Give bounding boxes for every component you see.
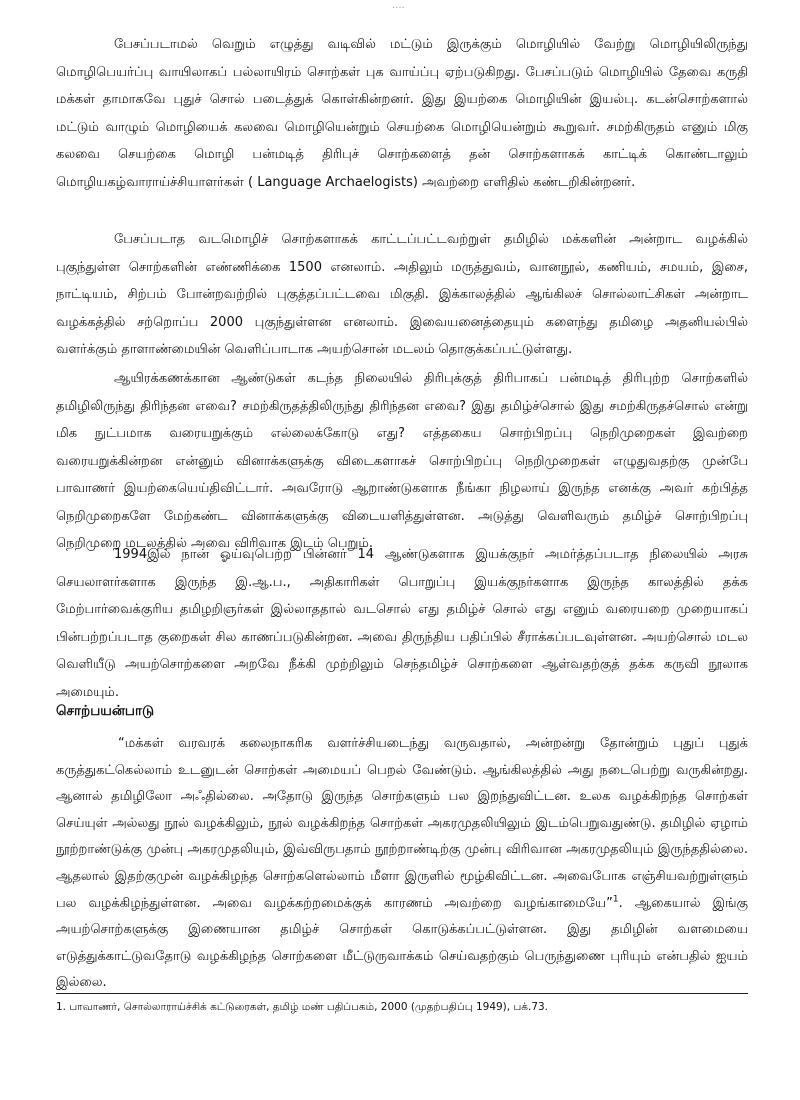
footnote-divider [56,993,748,994]
paragraph-2: பேசப்படாத வடமொழிச் சொற்களாகக் காட்டப்பட்டவற்றுள் தமிழில் மக்களின் அன்றாட வழக்கில் புகுந்துள்ள சொற்களின் எண்ணிக்கை 1500 எனலாம். அதிலும் மருத்துவம், வானநூல், கணியம், சமயம், இசை, நாட்டியம், சிற்பம் போன்றவற்றில் புகுத்தப்பட்டவை மிகுதி. இக்காலத்தில் ஆங்கிலச் சொல்லாட்சிகள் அன்றாட வழக்கத்தில் சற்றொப்ப 2000 புகுந்துள்ளன எனலாம். இவையனைத்தையும் களைந்து தமிழை அதனியல்பில் வளர்க்கும் தாளாண்மையின் வெளிப்பாடாக அயற்சொன் மடலம் தொகுக்கப்பட்டுள்ளது. [56,232,748,357]
footnote: 1. பாவாணர், சொல்லாராய்ச்சிக் கட்டுரைகள், தமிழ் மண் பதிப்பகம், 2000 (முதற்பதிப்பு 1949), பக்.73. [56,1001,549,1013]
quote-text: “மக்கள் வரவரக் கலைநாகரிக வளர்ச்சியடைந்து வருவதால், அன்றன்று தோன்றும் புதுப் புதுக் கருத்துகட்கெல்லாம் உடனுடன் சொற்கள் அமையப் பெறல் வேண்டும். ஆங்கிலத்தில் அது நடைபெற்று வருகின்றது. ஆனால் தமிழிலோ அஃதில்லை. அதோடு இருந்த சொற்களும் பல இறந்துவிட்டன. உலக வழக்கிறந்த சொற்கள் செய்யுள் அல்லது நூல் வழக்கிலும், நூல் வழக்கிறந்த சொற்கள் அகரமுதலியிலும் இடம்பெறுவதுண்டு. தமிழில் ஏழாம் நூற்றாண்டுக்கு முன்பு அகரமுதலியும், இவ்விருபதாம் நூற்றாண்டிற்கு முன்பு விரிவான அகரமுதலியும் இருந்ததில்லை. ஆதலால் இதற்குமுன் வழக்கிழந்த சொற்களெல்லாம் மீளா இருளில் மூழ்கிவிட்டன. அவைபோக எஞ்சியவற்றுள்ளும் பல வழக்கிழந்துள்ளன. அவை வழக்கற்றமைக்குக் காரணம் அவற்றை வழங்காமையே” [56,736,748,911]
quote-continuation: . ஆகையால் இங்கு அயற்சொற்களுக்கு இணையான தமிழ்ச் சொற்கள் கொடுக்கப்பட்டுள்ளன. இது தமிழின் வளமையை எடுத்துக்காட்டுவதோடு வழக்கிழந்த சொற்களை மீட்டுருவாக்கம் செய்வதற்கும் பெருந்துணை புரியும் என்பதில் ஐயம் இல்லை. [56,895,748,991]
paragraph-4: 1994இல் நான் ஓய்வுபெற்ற பின்னர் 14 ஆண்டுகளாக இயக்குநர் அமர்த்தப்படாத நிலையில் அரசு செயலாளர்களாக இருந்த இ.ஆ.ப., அதிகாரிகள் பொறுப்பு இயக்குநர்களாக இருந்த காலத்தில் தக்க மேற்பார்வைக்குரிய தமிழறிஞர்கள் இல்லாததால் வடசொல் எது தமிழ்ச் சொல் எது எனும் வரையறை முறையாகப் பின்பற்றப்படாத குறைகள் சில காணப்படுகின்றன. அவை திருந்திய பதிப்பில் சீராக்கப்படவுள்ளன. அயற்சொல் மடல வெளியீடு அயற்சொற்களை அறவே நீக்கி முற்றிலும் செந்தமிழ்ச் சொற்களை ஆள்வதற்குத் தக்க கருவி நூலாக அமையும். [56,547,748,700]
footnote-reference: 1 [612,894,619,905]
page-top-mark: .... [392,0,405,11]
quote-paragraph [56,731,748,997]
section-heading: சொற்பயன்பாடு [56,703,155,719]
paragraph-3: ஆயிரக்கணக்கான ஆண்டுகள் கடந்த நிலையில் திரிபுக்குத் திரிபாகப் பன்மடித் திரிபுற்ற சொற்களில் தமிழிலிருந்து திரிந்தன எவை? சமற்கிருதத்திலிருந்து திரிந்தன எவை? இது தமிழ்ச்சொல் இது சமற்கிருதச்சொல் என்று மிக நுட்பமாக வரையறுக்கும் எல்லைக்கோடு எது? எத்தகைய சொற்பிறப்பு நெறிமுறைகள் இவற்றை வரையறுக்கின்றன என்னும் வினாக்களுக்கு விடைகளாகச் சொற்பிறப்பு நெறிமுறைகள் எழுதுவதற்கு முன்பே பாவாணர் இயற்கையெய்திவிட்டார். அவரோடு ஆறாண்டுகளாக நீங்கா நிழலாய் இருந்த எனக்கு அவர் கற்பித்த நெறிமுறைகளே மேற்கண்ட வினாக்களுக்கு விடையளித்துள்ளன. அடுத்து வெளிவரும் தமிழ்ச் சொற்பிறப்பு நெறிமுறை மடலத்தில் அவை விரிவாக இடம் பெறும். [56,371,749,551]
paragraph-1: பேசப்படாமல் வெறும் எழுத்து வடிவில் மட்டும் இருக்கும் மொழியில் வேற்று மொழியிலிருந்து மொழிபெயர்ப்பு வாயிலாகப் பல்லாயிரம் சொற்கள் புக வாய்ப்பு ஏற்படுகிறது. பேசப்படும் மொழியில் தேவை கருதி மக்கள் தாமாகவே புதுச் சொல் படைத்துக் கொள்கின்றனர். இது இயற்கை மொழியின் இயல்பு. கடன்சொற்களால் மட்டும் வாழும் மொழியைக் கலவை மொழியென்றும் செயற்கை மொழியென்றும் கூறுவர். சமற்கிருதம் எனும் மிகு கலவை செயற்கை மொழி பன்மடித் திரிபுச் சொற்களைத் தன் சொற்களாகக் காட்டிக் கொண்டாலும் மொழியகழ்வாராய்ச்சியாளர்கள் ( Language Archaelogists) அவற்றை எளிதில் கண்டறிகின்றனர். [56,37,748,190]
